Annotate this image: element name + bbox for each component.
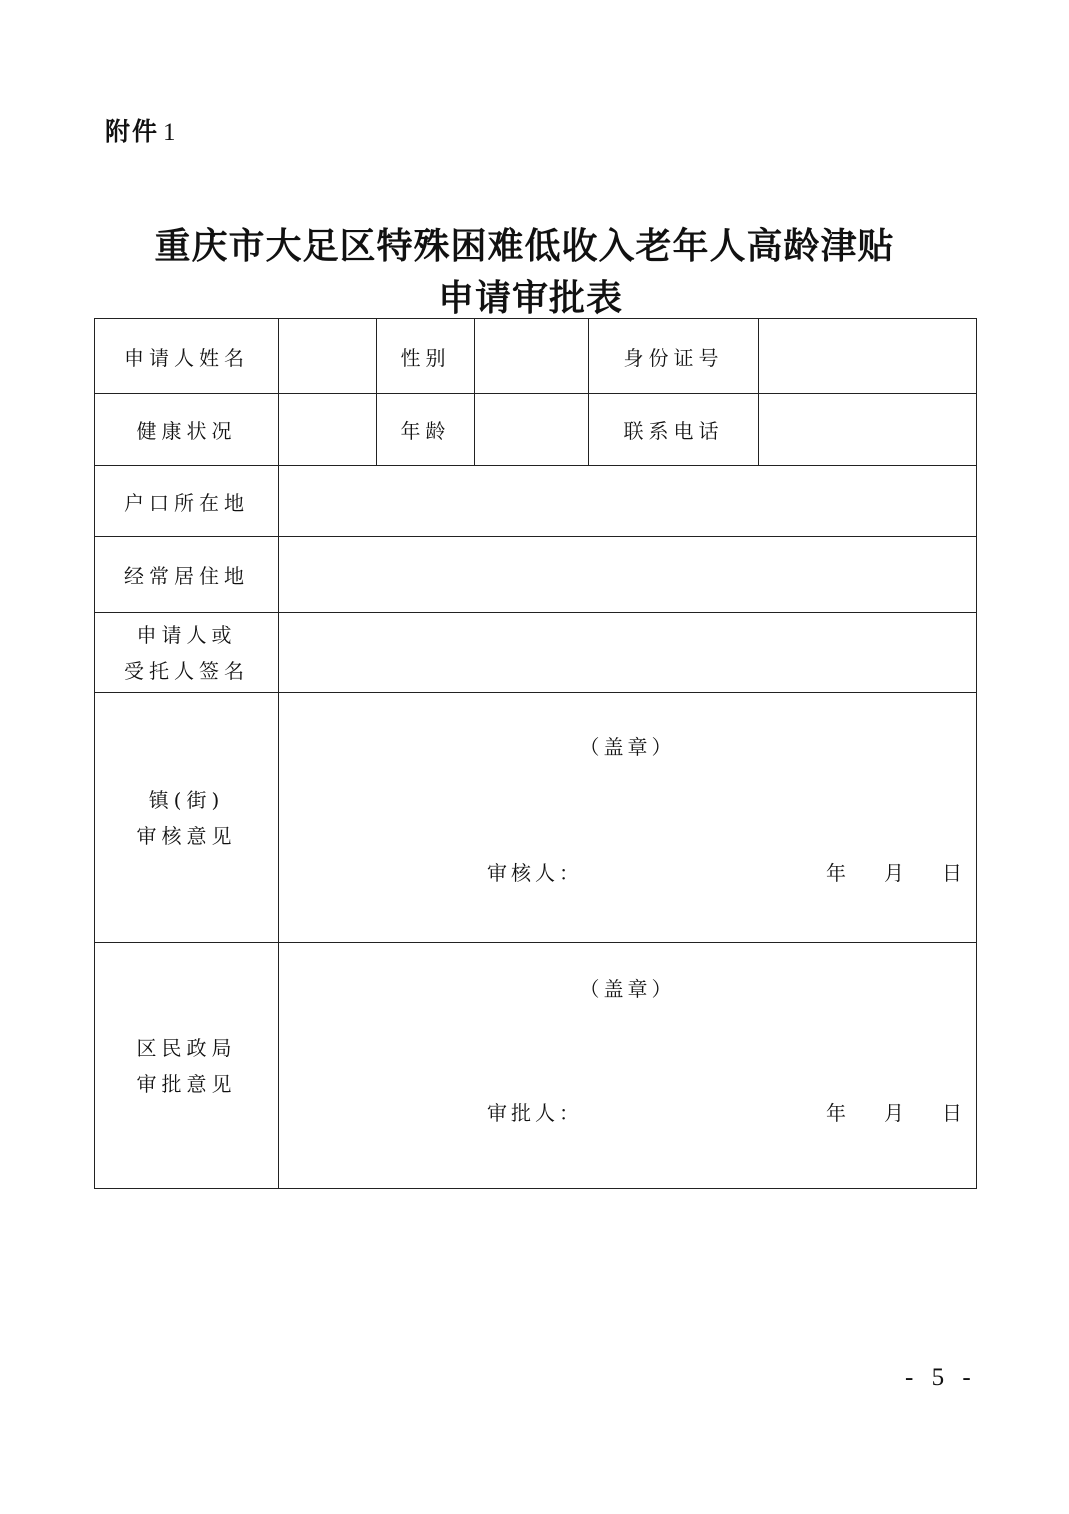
town-reviewer-label: 审核人： <box>487 861 583 885</box>
signature-label-line1: 申请人或 <box>136 622 237 647</box>
town-review-label <box>95 693 279 943</box>
district-approver-label: 审批人： <box>487 1101 583 1125</box>
id-number-field[interactable] <box>759 319 977 394</box>
signature-label-line2: 受托人签名 <box>124 658 249 683</box>
hukou-location-label: 户口所在地 <box>95 466 279 537</box>
district-approval-label <box>95 943 279 1189</box>
attachment-number: 1 <box>163 119 178 146</box>
town-review-label-line2: 审核意见 <box>136 823 237 848</box>
town-stamp-text: （盖章） <box>579 735 676 759</box>
id-number-label: 身份证号 <box>589 319 759 394</box>
gender-field[interactable] <box>475 319 589 394</box>
applicant-name-label: 申请人姓名 <box>95 319 279 394</box>
hukou-location-field[interactable] <box>279 466 977 537</box>
health-status-field[interactable] <box>279 394 377 466</box>
application-form-table <box>94 318 977 1189</box>
district-year-label: 年 <box>826 1101 846 1125</box>
applicant-name-field[interactable] <box>279 319 377 394</box>
document-title-line1: 重庆市大足区特殊困难低收入老年人高龄津贴 <box>154 225 895 267</box>
district-approval-label-line2: 审批意见 <box>136 1071 237 1096</box>
district-approval-label-line1: 区民政局 <box>136 1035 237 1060</box>
gender-label: 性别 <box>377 319 475 394</box>
town-review-date <box>826 857 962 886</box>
residence-field[interactable] <box>279 537 977 613</box>
page-number: - 5 - <box>905 1364 977 1391</box>
district-month-label: 月 <box>884 1101 904 1125</box>
attachment-label <box>105 112 178 148</box>
document-title-line2: 申请审批表 <box>437 277 623 319</box>
town-month-label: 月 <box>884 861 904 885</box>
health-status-label: 健康状况 <box>95 394 279 466</box>
district-day-label: 日 <box>942 1101 962 1125</box>
town-review-label-line1: 镇(街) <box>148 787 225 812</box>
district-stamp-text: （盖章） <box>579 977 676 1001</box>
town-day-label: 日 <box>942 861 962 885</box>
phone-field[interactable] <box>759 394 977 466</box>
district-approval-field[interactable] <box>279 943 977 1189</box>
signature-label <box>95 613 279 693</box>
residence-label: 经常居住地 <box>95 537 279 613</box>
attachment-text: 附件 <box>105 117 160 146</box>
age-field[interactable] <box>475 394 589 466</box>
town-year-label: 年 <box>826 861 846 885</box>
district-approval-date <box>826 1097 962 1126</box>
town-review-field[interactable] <box>279 693 977 943</box>
phone-label: 联系电话 <box>589 394 759 466</box>
age-label: 年龄 <box>377 394 475 466</box>
signature-field[interactable] <box>279 613 977 693</box>
